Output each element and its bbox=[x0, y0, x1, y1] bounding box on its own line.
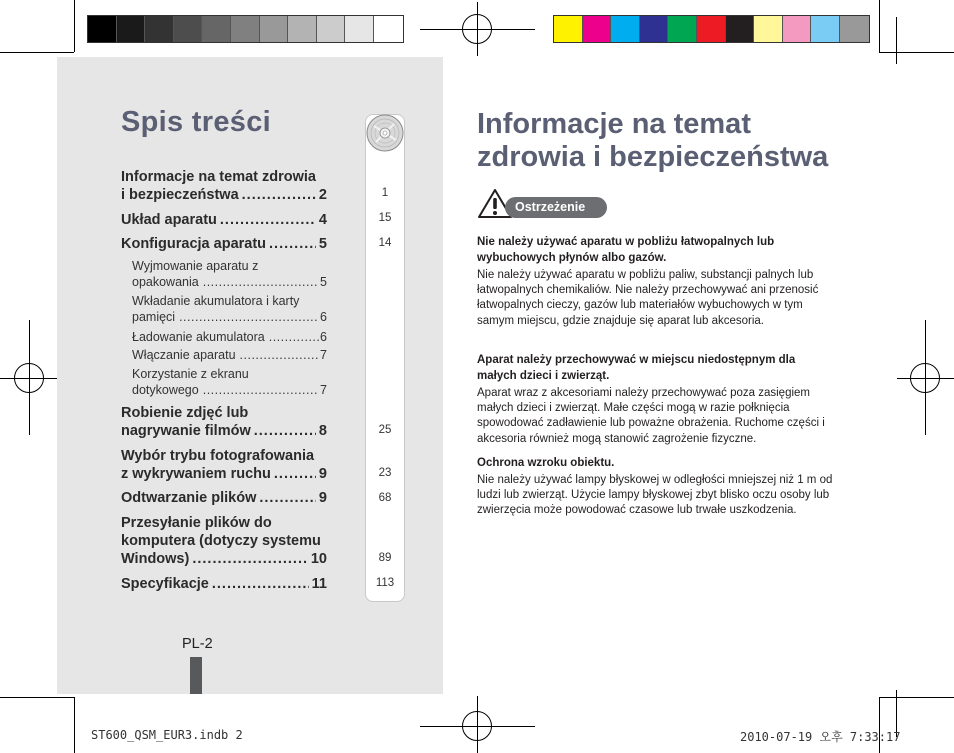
color-swatch bbox=[640, 16, 669, 42]
crop-mark bbox=[74, 0, 75, 52]
toc-entry-text: Korzystanie z ekranu bbox=[132, 367, 249, 381]
toc-entry-text: Specyfikacje bbox=[121, 576, 209, 592]
page-label: PL-2 bbox=[182, 636, 213, 652]
toc-page-number: 15 bbox=[378, 212, 392, 224]
toc-entry-text: Wyjmowanie aparatu z bbox=[132, 259, 259, 273]
dot-leader bbox=[254, 422, 316, 440]
crop-mark bbox=[879, 0, 880, 52]
toc-entry[interactable] bbox=[121, 575, 327, 593]
toc-entry[interactable] bbox=[132, 347, 327, 363]
warning-label: Ostrzeżenie bbox=[515, 200, 586, 214]
toc-entry-text: Układ aparatu bbox=[121, 212, 217, 228]
toc-entry[interactable] bbox=[132, 329, 327, 345]
toc-entry-number: 7 bbox=[320, 348, 327, 362]
page-tab bbox=[190, 657, 202, 694]
toc-entry-text: Informacje na temat zdrowia bbox=[121, 169, 316, 185]
toc-entry-text: Włączanie aparatu bbox=[132, 348, 236, 362]
toc-entry-text: komputera (dotyczy systemu bbox=[121, 533, 321, 549]
toc-entry[interactable] bbox=[121, 211, 327, 229]
toc-entry[interactable] bbox=[132, 258, 327, 290]
dot-leader bbox=[269, 329, 319, 345]
section-heading: Ochrona wzroku obiektu. bbox=[477, 457, 615, 469]
color-swatch bbox=[174, 16, 203, 42]
toc-entry-number: 11 bbox=[311, 576, 327, 592]
toc-entry-text: dotykowego bbox=[132, 383, 199, 397]
toc-entry[interactable] bbox=[121, 404, 327, 440]
toc-entry-number: 6 bbox=[320, 330, 327, 344]
toc-entry-number: 9 bbox=[318, 466, 327, 482]
toc-entry[interactable] bbox=[121, 235, 327, 253]
color-swatch bbox=[840, 16, 869, 42]
crop-mark bbox=[896, 17, 897, 64]
section-heading: Nie należy używać aparatu w pobliżu łatwopalnych lub wybuchowych płynów albo gazów. bbox=[477, 236, 775, 264]
dot-leader bbox=[220, 211, 316, 229]
toc-entry-number: 10 bbox=[310, 551, 327, 567]
toc-entry[interactable] bbox=[132, 293, 327, 325]
process-color-bar bbox=[553, 15, 870, 43]
dot-leader bbox=[269, 235, 316, 253]
crop-mark bbox=[879, 697, 954, 698]
toc-entry-text: i bezpieczeństwa bbox=[121, 187, 239, 203]
toc-entry-text: pamięci bbox=[132, 310, 176, 324]
color-swatch bbox=[345, 16, 374, 42]
color-swatch bbox=[726, 16, 755, 42]
dot-leader bbox=[179, 309, 319, 325]
section-body: Aparat wraz z akcesoriami należy przechowywać poza zasięgiem małych dzieci i zwierząt. Małe części mogą w razie połknięcia spowodować zadławienie lub poważne obrażenia. Ruchome części i akcesoria również mogą stanowić zagrożenie fizyczne. bbox=[477, 387, 825, 445]
crop-mark bbox=[0, 52, 74, 53]
toc-entry-text: opakowania bbox=[132, 275, 199, 289]
toc-page-number: 89 bbox=[378, 552, 392, 564]
toc-page-number: 1 bbox=[381, 187, 389, 199]
toc-entry-text: nagrywanie filmów bbox=[121, 423, 251, 439]
color-swatch bbox=[117, 16, 146, 42]
page-title-line: zdrowia i bezpieczeństwa bbox=[477, 141, 829, 173]
toc-title: Spis treści bbox=[121, 106, 271, 138]
color-swatch bbox=[374, 16, 403, 42]
dot-leader bbox=[203, 274, 319, 290]
toc-entry-text: Wkładanie akumulatora i karty bbox=[132, 294, 300, 308]
toc-entry[interactable] bbox=[121, 514, 327, 568]
toc-entry-number: 5 bbox=[318, 236, 327, 252]
color-swatch bbox=[668, 16, 697, 42]
toc-entry-number: 7 bbox=[320, 383, 327, 397]
toc-entry-text: Konfiguracja aparatu bbox=[121, 236, 267, 252]
toc-entry-text: Windows) bbox=[121, 551, 190, 567]
dot-leader bbox=[242, 186, 316, 204]
cd-disc-icon bbox=[366, 114, 404, 152]
toc-page-number: 113 bbox=[375, 577, 395, 589]
toc-entry-number: 2 bbox=[318, 187, 327, 203]
toc-entry-number: 5 bbox=[320, 275, 327, 289]
toc-entry[interactable] bbox=[121, 168, 327, 204]
toc-entry[interactable] bbox=[121, 489, 327, 507]
toc-entry-number: 4 bbox=[318, 212, 327, 228]
section-body: Nie należy używać lampy błyskowej w odległości mniejszej niż 1 m od ludzi lub zwierząt. Użycie lampy błyskowej zbyt blisko oczu osoby lub zwierzęcia może powodować czasowe lub trwałe uszkodzenia. bbox=[477, 474, 833, 517]
dot-leader bbox=[212, 575, 309, 593]
toc-entry-text: Ładowanie akumulatora bbox=[132, 330, 265, 344]
color-swatch bbox=[783, 16, 812, 42]
color-swatch bbox=[583, 16, 612, 42]
color-swatch bbox=[145, 16, 174, 42]
toc-entry-text: Odtwarzanie plików bbox=[121, 490, 257, 506]
toc-entry-text: Przesyłanie plików do bbox=[121, 515, 272, 531]
toc-page-number: 23 bbox=[378, 467, 392, 479]
toc-page-number: 68 bbox=[378, 492, 392, 504]
page-title-line: Informacje na temat bbox=[477, 108, 751, 140]
section-heading: Aparat należy przechowywać w miejscu niedostępnym dla małych dzieci i zwierząt. bbox=[477, 354, 796, 382]
color-swatch bbox=[811, 16, 840, 42]
toc-page-number: 14 bbox=[378, 237, 392, 249]
color-swatch bbox=[202, 16, 231, 42]
toc-entry-text: Wybór trybu fotografowania bbox=[121, 448, 315, 464]
file-slug: ST600_QSM_EUR3.indb 2 bbox=[91, 728, 243, 742]
toc-entry-number: 8 bbox=[318, 423, 327, 439]
dot-leader bbox=[259, 489, 316, 507]
color-swatch bbox=[88, 16, 117, 42]
section-body: Nie należy używać aparatu w pobliżu paliw, substancji palnych lub łatwopalnych chemikaliów. Nie należy przechowywać ani przenosić łatwopalnych cieczy, gazów lub materiałów wybuchowych w tym samym miejscu, gdzie znajduje się aparat lub akcesoria. bbox=[477, 269, 819, 327]
crop-mark bbox=[879, 52, 954, 53]
color-swatch bbox=[231, 16, 260, 42]
color-swatch bbox=[754, 16, 783, 42]
grayscale-color-bar bbox=[87, 15, 404, 43]
date-slug: 2010-07-19 오후 7:33:17 bbox=[740, 730, 901, 744]
color-swatch bbox=[260, 16, 289, 42]
color-swatch bbox=[697, 16, 726, 42]
crop-mark bbox=[74, 697, 75, 753]
dot-leader bbox=[274, 465, 316, 483]
color-swatch bbox=[288, 16, 317, 42]
color-swatch bbox=[317, 16, 346, 42]
page-title bbox=[477, 108, 877, 174]
toc-entry[interactable] bbox=[132, 366, 327, 398]
crop-mark bbox=[0, 697, 74, 698]
toc-entry-text: z wykrywaniem ruchu bbox=[121, 466, 271, 482]
dot-leader bbox=[240, 347, 320, 363]
toc-entry-text: Robienie zdjęć lub bbox=[121, 405, 249, 421]
dot-leader bbox=[203, 382, 319, 398]
toc-page-number: 25 bbox=[378, 424, 392, 436]
color-swatch bbox=[554, 16, 583, 42]
toc-entry-number: 6 bbox=[320, 310, 327, 324]
color-swatch bbox=[611, 16, 640, 42]
toc-entry[interactable] bbox=[121, 447, 327, 483]
toc-entry-number: 9 bbox=[318, 490, 327, 506]
dot-leader bbox=[192, 550, 308, 568]
